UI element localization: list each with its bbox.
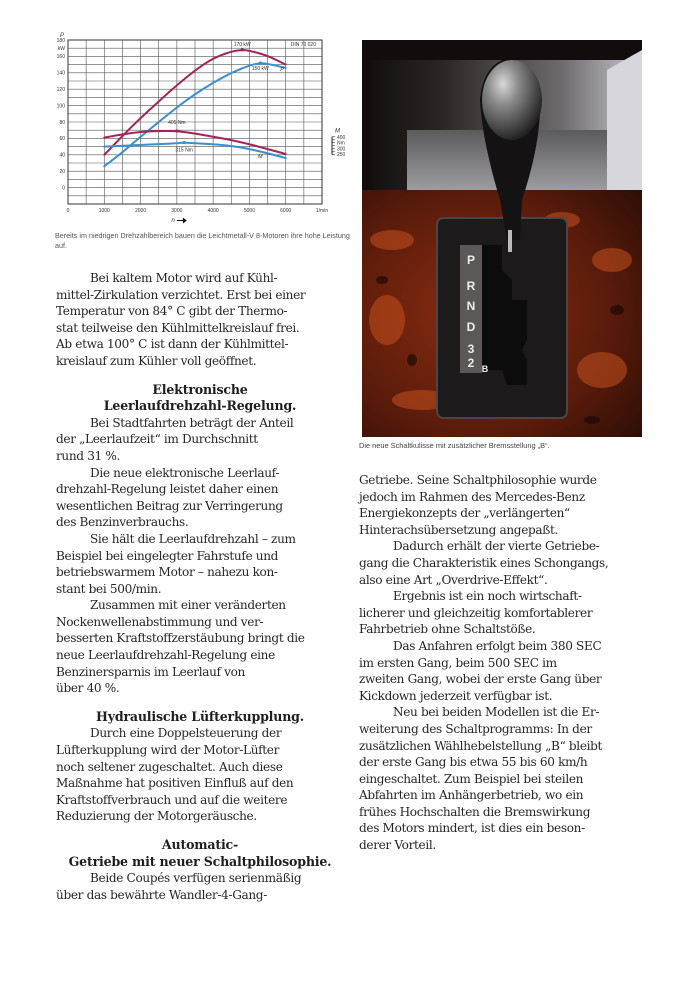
text-line: weiterung des Schaltprogramms: In der bbox=[359, 721, 592, 736]
text-line: Beispiel bei eingelegter Fahrstufe und bbox=[56, 548, 279, 563]
y-tick-label: 180 bbox=[56, 37, 65, 44]
chart-canvas bbox=[30, 30, 346, 230]
text-line: Die neue elektronische Leerlauf- bbox=[90, 465, 280, 480]
y-tick-label: 120 bbox=[56, 87, 65, 93]
y-tick-label: 60 bbox=[59, 136, 65, 143]
peak-label: 150 kW bbox=[251, 65, 269, 72]
text-line: Bei kaltem Motor wird auf Kühl- bbox=[90, 271, 278, 285]
text-line: jedoch im Rahmen des Mercedes-Benz bbox=[359, 489, 585, 504]
text-line: Das Anfahren erfolgt beim 380 SEC bbox=[393, 638, 602, 653]
text-line: der erste Gang bis etwa 55 bis 60 km/h bbox=[359, 755, 588, 770]
text-line: Durch eine Doppelsteuerung der bbox=[90, 726, 282, 741]
paragraph bbox=[56, 415, 344, 465]
text-line: im ersten Gang, beim 500 SEC im bbox=[359, 655, 557, 670]
text-line: Automatic- bbox=[161, 837, 239, 852]
curve-label: P bbox=[280, 67, 284, 74]
text-line: Getriebe mit neuer Schaltphilosophie. bbox=[68, 853, 332, 869]
text-line: Temperatur von 84° C gibt der Thermo- bbox=[56, 304, 288, 319]
chart-caption: Bereits im niedrigen Drehzahlbereich bauen die Leichtmetall-V 8-Motoren ihre hohe Leistung auf. bbox=[55, 231, 350, 250]
y2-tick-label: 300 bbox=[337, 146, 346, 153]
text-line: Bei Stadtfahrten beträgt der Anteil bbox=[90, 415, 294, 430]
heading-idle-control bbox=[56, 382, 344, 415]
text-line: betriebswarmem Motor – nahezu kon- bbox=[56, 565, 278, 580]
text-line: eingeschaltet. Zum Beispiel bei steilen bbox=[359, 771, 584, 786]
heading-automatic-transmission bbox=[56, 837, 344, 870]
text-line: Fahrbetrieb ohne Schaltstöße. bbox=[359, 622, 536, 637]
peak-label: 315 Nm bbox=[175, 147, 193, 154]
y2-tick-label: Nm bbox=[337, 140, 345, 147]
text-line: über 40 %. bbox=[56, 681, 120, 696]
paragraph bbox=[359, 538, 659, 588]
text-line: über das bewährte Wandler-4-Gang- bbox=[56, 887, 267, 902]
text-line: Hydraulische Lüfterkupplung. bbox=[96, 708, 304, 724]
text-line: zweiten Gang, wobei der erste Gang über bbox=[359, 672, 602, 687]
text-line: Maßnahme hat positiven Einfluß auf den bbox=[56, 776, 294, 791]
text-line: neue Leerlaufdrehzahl-Regelung eine bbox=[56, 648, 275, 663]
text-line: zusätzlichen Wählhebelstellung „B“ bleibt bbox=[359, 738, 603, 753]
right-column bbox=[359, 472, 659, 854]
gear-selector-photo bbox=[362, 40, 642, 437]
y-tick-label: 80 bbox=[59, 119, 65, 126]
gate-label-d: D bbox=[466, 320, 476, 334]
text-line: rund 31 %. bbox=[56, 448, 121, 463]
x-tick-label: 6000 bbox=[280, 208, 292, 214]
paragraph bbox=[359, 472, 659, 538]
text-line: derer Vorteil. bbox=[359, 838, 436, 853]
curve-label: M bbox=[258, 154, 263, 161]
y-tick-label: 140 bbox=[56, 70, 65, 77]
text-line: stat teilweise den Kühlmittelkreislauf frei. bbox=[56, 320, 300, 335]
text-line: Elektronische bbox=[152, 381, 248, 397]
y2-axis-label: M bbox=[335, 128, 340, 135]
text-line: Beide Coupés verfügen serienmäßig bbox=[90, 871, 302, 886]
text-line: Hinterachsübersetzung angepaßt. bbox=[359, 522, 558, 537]
y-tick-label: kW bbox=[57, 46, 65, 52]
paragraph bbox=[56, 597, 344, 697]
text-line: besserten Kraftstoffzerstäubung bringt die bbox=[56, 631, 305, 646]
text-line: Lüfterkupplung wird der Motor-Lüfter bbox=[56, 743, 280, 758]
paragraph bbox=[56, 465, 344, 531]
text-line: frühes Hochschalten die Bremswirkung bbox=[359, 804, 591, 819]
text-line: mittel-Zirkulation verzichtet. Erst bei einer bbox=[56, 287, 306, 302]
peak-marker bbox=[259, 61, 262, 64]
text-line: Neu bei beiden Modellen ist die Er- bbox=[393, 705, 600, 720]
text-line: der „Leerlaufzeit“ im Durchschnitt bbox=[56, 432, 258, 447]
x-tick-label: 1000 bbox=[98, 208, 110, 214]
text-line: licherer und gleichzeitig komfortablerer bbox=[359, 605, 593, 620]
y-tick-label: 0 bbox=[62, 185, 65, 192]
text-line: Getriebe. Seine Schaltphilosophie wurde bbox=[359, 473, 597, 487]
x-tick-label: 0 bbox=[66, 208, 70, 214]
text-line: Ab etwa 100° C ist dann der Kühlmittel- bbox=[56, 337, 289, 352]
x-tick-label: 5000 bbox=[243, 208, 255, 214]
text-line: drehzahl-Regelung leistet daher einen bbox=[56, 482, 279, 497]
x-tick-label: 4000 bbox=[207, 208, 219, 214]
paragraph bbox=[359, 704, 659, 853]
text-line: des Benzinverbrauchs. bbox=[56, 515, 189, 530]
text-line: stant bei 500/min. bbox=[56, 581, 162, 596]
y2-tick-label: 400 bbox=[337, 135, 346, 142]
text-line: Reduzierung der Motorgeräusche. bbox=[56, 809, 257, 824]
text-line: des Motors mindert, ist dies ein beson- bbox=[359, 821, 585, 836]
text-line: Dadurch erhält der vierte Getriebe- bbox=[393, 539, 600, 554]
performance-chart bbox=[30, 30, 346, 230]
heading-fan-clutch bbox=[56, 709, 344, 726]
text-line: Ergebnis ist ein noch wirtschaft- bbox=[393, 589, 582, 604]
y2-tick-label: 250 bbox=[337, 151, 346, 158]
text-line: Benzinersparnis im Leerlauf von bbox=[56, 664, 245, 679]
text-line: Leerlaufdrehzahl-Regelung. bbox=[103, 398, 297, 414]
paragraph bbox=[359, 638, 659, 704]
text-line: Abfahrten im Anhängerbetrieb, wo ein bbox=[359, 788, 584, 803]
peak-marker bbox=[183, 141, 186, 144]
gate-label-2: 2 bbox=[467, 356, 475, 370]
arrow-right-icon bbox=[177, 218, 187, 224]
gate-label-n: N bbox=[466, 299, 476, 313]
text-line: also eine Art „Overdrive-Effekt“. bbox=[359, 572, 548, 587]
text-line: Nockenwellenabstimmung und ver- bbox=[56, 614, 264, 629]
peak-marker bbox=[175, 129, 178, 132]
paragraph bbox=[56, 725, 344, 825]
text-line: Kraftstoffverbrauch und auf die weitere bbox=[56, 792, 288, 807]
text-line: Energiekonzepts der „verlängerten“ bbox=[359, 506, 570, 521]
paragraph-cooling bbox=[56, 270, 344, 370]
peak-label: 405 Nm bbox=[168, 120, 186, 127]
left-column bbox=[56, 270, 344, 903]
x-axis-label: n bbox=[171, 218, 175, 224]
text-line: Zusammen mit einer veränderten bbox=[90, 598, 286, 613]
peak-marker bbox=[241, 48, 244, 51]
gear-selector-image bbox=[362, 40, 642, 437]
y-tick-label: 20 bbox=[59, 169, 65, 175]
y-axis-label: P bbox=[60, 33, 65, 39]
text-line: gang die Charakteristik eines Schongangs, bbox=[359, 555, 609, 570]
gate-label-p: P bbox=[466, 253, 476, 267]
y-tick-label: 160 bbox=[56, 54, 65, 61]
text-line: kreislauf zum Kühler voll geöffnet. bbox=[56, 353, 257, 368]
x-tick-label: 3000 bbox=[171, 208, 183, 214]
peak-label: 170 kW bbox=[233, 41, 251, 48]
text-line: noch seltener zugeschaltet. Auch diese bbox=[56, 759, 283, 774]
text-line: wesentlichen Beitrag zur Verringerung bbox=[56, 498, 283, 513]
din-annotation: DIN 70 020 bbox=[290, 42, 316, 48]
text-line: Kickdown jederzeit verfügbar ist. bbox=[359, 688, 553, 703]
paragraph bbox=[56, 531, 344, 597]
gate-label-r: R bbox=[466, 279, 476, 293]
x-tick-label: 2000 bbox=[135, 208, 147, 214]
gate-label-3: 3 bbox=[467, 342, 475, 356]
photo-caption: Die neue Schaltkulisse mit zusätzlicher Bremsstellung „B“. bbox=[359, 441, 550, 450]
paragraph bbox=[56, 870, 344, 903]
x-tick-label: 1/min bbox=[315, 208, 329, 214]
y-tick-label: 100 bbox=[56, 103, 65, 110]
paragraph bbox=[359, 588, 659, 638]
y-tick-label: 40 bbox=[59, 152, 65, 159]
gate-label-b: B bbox=[481, 364, 489, 374]
text-line: Sie hält die Leerlaufdrehzahl – zum bbox=[90, 531, 296, 546]
